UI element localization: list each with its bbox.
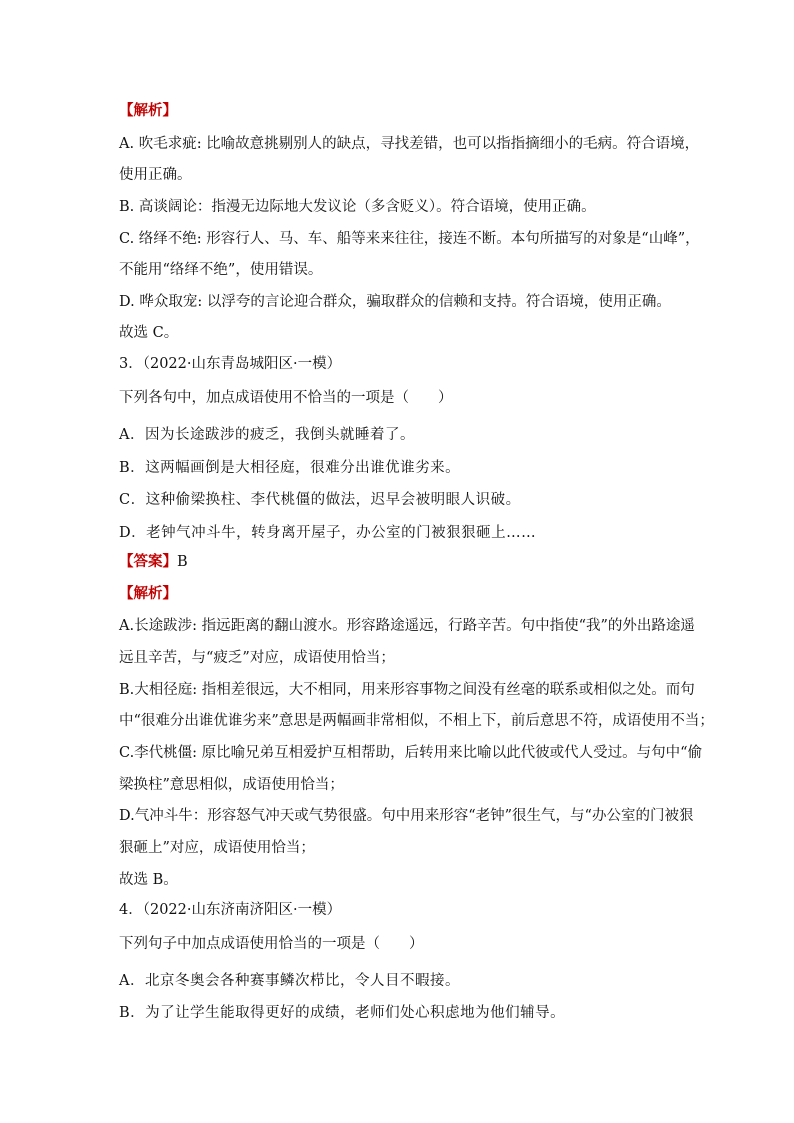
answer-tag: 【答案】 <box>119 553 177 570</box>
question-3-analysis-line: D.气冲斗牛：形容怒气冲天或气势很盛。句中用来形容“老钟”很生气，与“办公室的门被狠 <box>119 808 694 824</box>
question-3-answer <box>119 552 188 572</box>
question-3-analysis-line: C.李代桃僵: 原比喻兄弟互相爱护互相帮助，后转用来比喻以此代彼或代人受过。与句中“偷 <box>119 745 703 761</box>
question-4-stem: 下列句子中加点成语使用恰当的一项是（ ） <box>119 936 424 952</box>
question-3-analysis-line: 远且辛苦，与“疲乏”对应，成语使用恰当； <box>119 650 395 666</box>
question-3-analysis-tag: 【解析】 <box>119 585 177 602</box>
question-3-conclusion: 故选 B。 <box>119 872 178 888</box>
question-3-analysis-line: 梁换柱”意思相似，成语使用恰当； <box>119 777 344 793</box>
question-3-analysis-line: A.长途跋涉: 指远距离的翻山渡水。形容路途遥远，行路辛苦。句中指使“我”的外出路途遥 <box>119 618 695 634</box>
question-3-stem: 下列各句中，加点成语使用不恰当的一项是（ ） <box>119 390 453 406</box>
question-3-header: 3．（2022·山东青岛城阳区·一模） <box>119 356 342 372</box>
analysis-option-a-line2: 使用正确。 <box>119 167 192 183</box>
question-3-analysis-line: 中“很难分出谁优谁劣来”意思是两幅画非常相似，不相上下，前后意思不符，成语使用不当； <box>119 713 714 729</box>
question-4-header: 4．（2022·山东济南济阳区·一模） <box>119 902 342 918</box>
analysis-tag: 【解析】 <box>119 102 177 119</box>
analysis-option-b: B. 高谈阔论：指漫无边际地大发议论（多含贬义）。符合语境，使用正确。 <box>119 199 596 215</box>
question-3-option-b: B．这两幅画倒是大相径庭，很难分出谁优谁劣来。 <box>119 460 461 476</box>
answer-value: B <box>177 554 188 570</box>
analysis-option-a-line1: A. 吹毛求疵: 比喻故意挑剔别人的缺点，寻找差错，也可以指指摘细小的毛病。符合语境， <box>119 136 700 152</box>
analysis-option-c-line2: 不能用“络绎不绝”，使用错误。 <box>119 262 323 278</box>
question-4-option-a: A．北京冬奥会各种赛事鳞次栉比，令人目不暇接。 <box>119 973 460 989</box>
question-3-analysis-line: 狠砸上”对应，成语使用恰当； <box>119 840 315 856</box>
question-3-option-c: C．这种偷梁换柱、李代桃僵的做法，迟早会被明眼人识破。 <box>119 492 521 508</box>
analysis-option-d: D. 哗众取宠: 以浮夸的言论迎合群众，骗取群众的信赖和支持。符合语境，使用正确。 <box>119 294 671 310</box>
analysis-option-c-line1: C. 络绎不绝: 形容行人、马、车、船等来来往往，接连不断。本句所描写的对象是“山峰”， <box>119 231 700 247</box>
question-3-analysis-line: B.大相径庭: 指相差很远，大不相同，用来形容事物之间没有丝毫的联系或相似之处。而句 <box>119 682 695 698</box>
analysis-conclusion: 故选 C。 <box>119 325 179 341</box>
question-3-option-a: A．因为长途跋涉的疲乏，我倒头就睡着了。 <box>119 427 415 443</box>
question-4-option-b: B．为了让学生能取得更好的成绩，老师们处心积虑地为他们辅导。 <box>119 1005 566 1021</box>
question-3-option-d: D．老钟气冲斗牛，转身离开屋子，办公室的门被狠狠砸上…… <box>119 525 537 541</box>
